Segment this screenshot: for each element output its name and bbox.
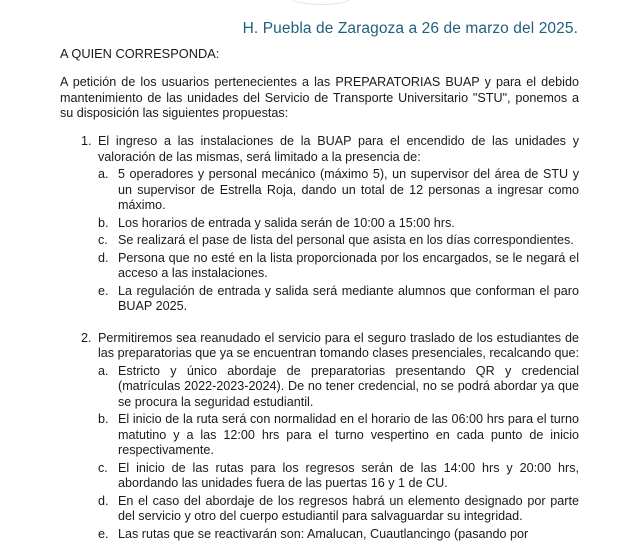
proposal-text: El ingreso a las instalaciones de la BUAP para el encendido de las unidades y valoración de las mismas, será limitado a la presencia de: [98,134,579,164]
subitem-letter: a. [98,363,109,378]
proposals-list [60,134,579,544]
subitem-letter: a. [98,167,109,181]
proposal-number: 1. [81,134,92,148]
subitem-text: 5 operadores y personal mecánico (máximo 5), un supervisor del área de STU y un supervisor de Estrella Roja, dando un total de 12 personas a ingresar como máximo. [118,167,579,212]
letterhead-seal-fragment [290,0,352,5]
subitem-text: La regulación de entrada y salida será mediante alumnos que conforman el paro BUAP 2025. [118,283,579,313]
proposal-item [60,134,579,315]
subitem-letter: c. [98,233,108,247]
subitem-text: Persona que no esté en la lista proporcionada por los encargados, se le negará el acceso a las instalaciones. [118,250,579,280]
subitem-text: Los horarios de entrada y salida serán de 10:00 a 15:00 hrs. [118,215,455,230]
subitem-letter: e. [98,526,109,541]
subitem-letter: b. [98,215,109,230]
proposal-subitems [98,167,579,315]
intro-paragraph: A petición de los usuarios pertenecientes a las PREPARATORIAS BUAP y para el debido mantenimiento de las unidades del Servicio de Transporte Universitario "STU", ponemos a su disposición las siguientes propuestas: [60,75,579,120]
subitem [98,216,579,232]
subitem [98,364,579,411]
proposal-item [60,331,579,543]
subitem-text: En el caso del abordaje de los regresos habrá un elemento designado por parte del servicio y otro del cuerpo estudiantil para salvaguardar su integridad. [118,493,579,523]
subitem-letter: d. [98,493,109,508]
subitem-text: Se realizará el pase de lista del personal que asista en los días correspondientes. [118,233,574,247]
subitem [98,461,579,492]
proposal-subitems [98,364,579,543]
subitem-text: El inicio de la ruta será con normalidad en el horario de las 06:00 hrs para el turno matutino y a las 12:00 hrs para el turno vespertino en cada punto de inicio respectivamente. [118,412,579,457]
date-line: H. Puebla de Zaragoza a 26 de marzo del 2025. [242,20,578,37]
subitem-text: Las rutas que se reactivarán son: Amalucan, Cuautlancingo (pasando por [118,526,529,541]
subitem [98,233,579,249]
proposal-text: Permitiremos sea reanudado el servicio para el seguro traslado de los estudiantes de las preparatorias que ya se encuentran tomando clases presenciales, recalcando que: [98,330,579,360]
subitem [98,412,579,459]
subitem [98,284,579,315]
subitem [98,527,579,543]
subitem-letter: d. [98,250,109,265]
subitem-text: Estricto y único abordaje de preparatorias presentando QR y credencial (matrículas 2022-2023-2024). De no tener credencial, no se podrá abordar ya que se procura la seguridad estudiantil. [118,363,579,409]
subitem-letter: c. [98,460,108,475]
subitem-letter: e. [98,283,109,298]
proposal-number: 2. [81,330,92,345]
subitem [98,167,579,214]
subitem-letter: b. [98,412,109,426]
salutation: A QUIEN CORRESPONDA: [60,46,220,61]
subitem-text: El inicio de las rutas para los regresos serán de las 14:00 hrs y 20:00 hrs, abordando las unidades fuera de las puertas 16 y 1 de CU. [118,460,579,490]
subitem [98,494,579,525]
subitem [98,251,579,282]
